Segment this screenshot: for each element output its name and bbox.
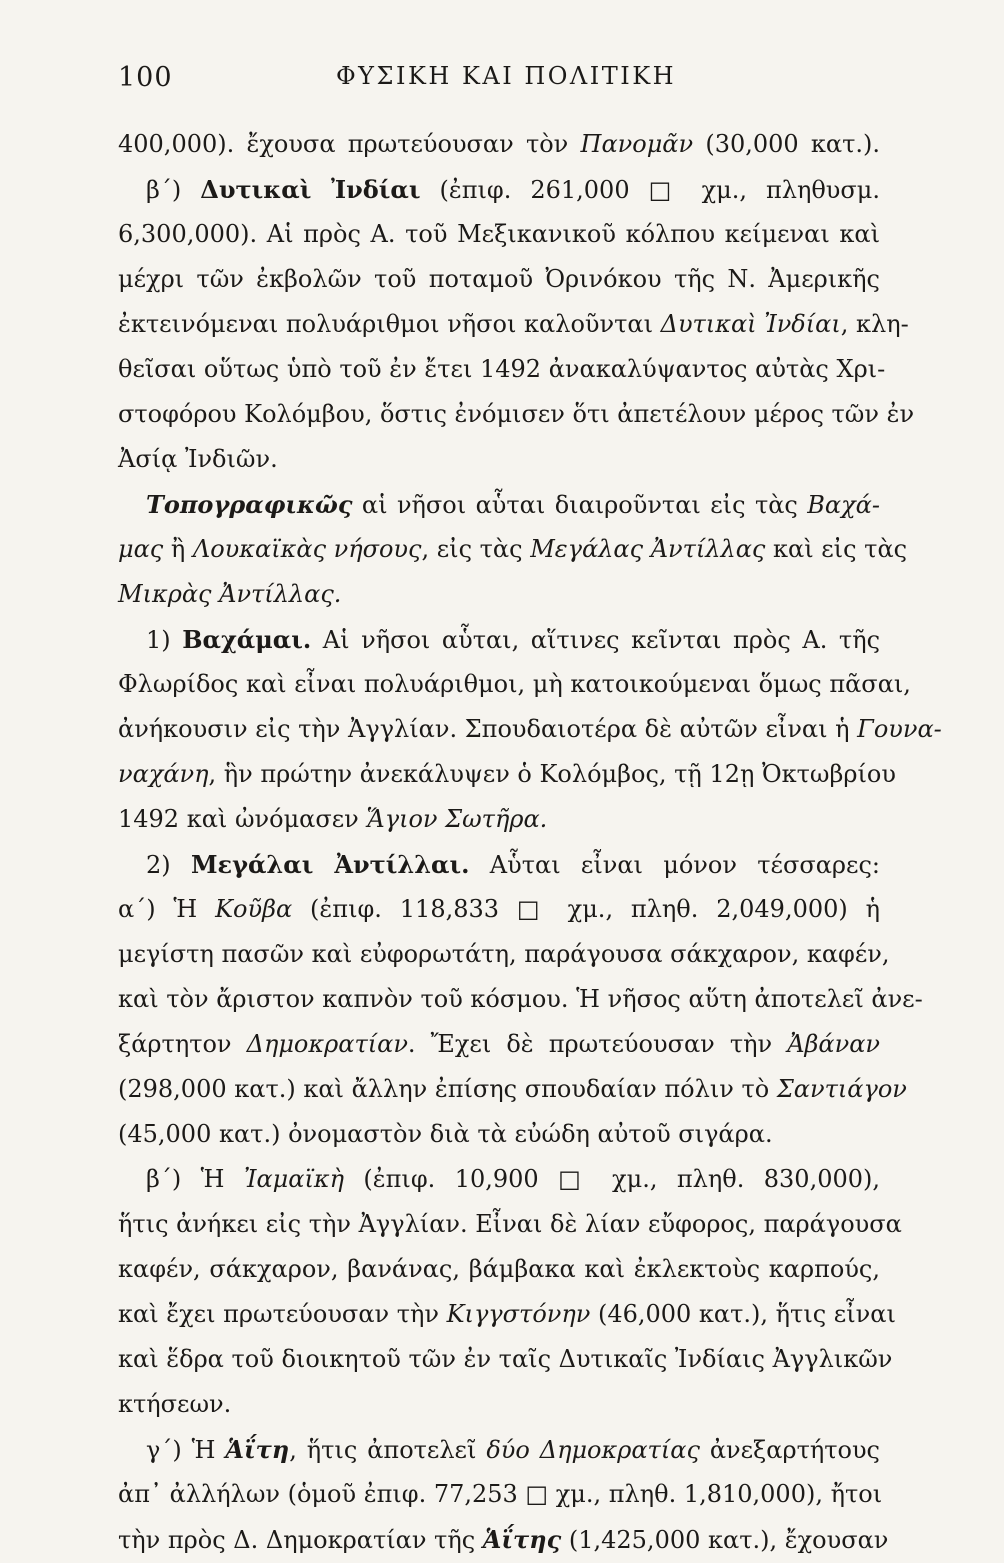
text-span: (298,000 κατ.) καὶ ἄλλην ἐπίσης σπουδαίαν πόλιν τὸ <box>118 1075 777 1103</box>
emphasis-text: Δυτικαὶ Ἰνδίαι <box>660 310 841 338</box>
emphasis-text: Ἁΐτη <box>225 1435 290 1464</box>
text-span: κτήσεων. <box>118 1390 232 1418</box>
text-line <box>118 482 880 527</box>
text-line <box>118 797 880 842</box>
text-span: 400,000). ἔχουσα πρωτεύουσαν τὸν <box>118 130 581 158</box>
text-span: , κλη- <box>840 310 909 338</box>
emphasis-text: Κοῦβα <box>215 895 293 923</box>
text-line <box>118 257 880 302</box>
text-span: θεῖσαι οὕτως ὑπὸ τοῦ ἐν ἔτει 1492 ἀνακαλύψαντος αὐτὰς Χρι- <box>118 355 886 383</box>
text-span: (ἐπιφ. 10,900 □ χμ., πληθ. 830,000), <box>343 1165 880 1193</box>
text-span: (ἐπιφ. 261,000 □ χμ., πληθυσμ. <box>420 176 880 204</box>
page-header <box>118 62 880 102</box>
text-span: Ἀσίᾳ Ἰνδιῶν. <box>118 445 278 473</box>
text-span: Αἱ νῆσοι αὗται, αἵτινες κεῖνται πρὸς Α. τῆς <box>311 626 881 654</box>
text-span: ἥτις ἀνήκει εἰς τὴν Ἀγγλίαν. Εἶναι δὲ λίαν εὔφορος, παράγουσα <box>118 1210 902 1238</box>
text-span: , ἥτις ἀποτελεῖ <box>289 1436 487 1464</box>
text-line <box>118 302 909 347</box>
text-span: (1,425,000 κατ.), ἔχουσαν <box>561 1526 889 1554</box>
text-span: α΄) Ἡ <box>118 895 216 923</box>
text-span: ἀπ᾽ ἀλλήλων (ὁμοῦ ἐπιφ. 77,253 □ χμ., πληθ. 1,810,000), ἤτοι <box>118 1480 883 1508</box>
text-line <box>118 1472 883 1517</box>
text-line <box>118 167 880 212</box>
text-span: καὶ τὸν ἄριστον καπνὸν τοῦ κόσμου. Ἡ νῆσος αὕτη ἀποτελεῖ ἀνε- <box>118 985 923 1013</box>
text-span: στοφόρου Κολόμβου, ὅστις ἐνόμισεν ὅτι ἀπετέλουν μέρος τῶν ἐν <box>118 400 915 428</box>
text-line <box>118 1067 907 1112</box>
emphasis-text: Ἀβάναν <box>787 1030 881 1058</box>
text-span: . Ἔχει δὲ πρωτεύουσαν τὴν <box>407 1030 788 1058</box>
emphasis-text: Πανομᾶν <box>580 130 694 158</box>
text-span: , ἣν πρώτην ἀνεκάλυψεν ὁ Κολόμβος, τῇ 12ῃ Ὀκτωβρίου <box>208 760 896 788</box>
emphasis-text: Βαχάμαι. <box>182 625 312 654</box>
text-span: καφέν, σάκχαρον, βανάνας, βάμβακα καὶ ἐκλεκτοὺς καρπούς, <box>118 1255 880 1283</box>
text-span: μέχρι τῶν ἐκβολῶν τοῦ ποταμοῦ Ὀρινόκου τῆς Ν. Ἀμερικῆς <box>118 265 880 293</box>
emphasis-text: Ἅγιον Σωτῆρα. <box>366 805 548 833</box>
text-line <box>118 977 923 1022</box>
emphasis-text: Δημοκρατίαν <box>246 1030 408 1058</box>
text-span: καὶ ἕδρα τοῦ διοικητοῦ τῶν ἐν ταῖς Δυτικαῖς Ἰνδίαις Ἀγγλικῶν <box>118 1345 893 1373</box>
text-span: (46,000 κατ.), ἥτις εἶναι <box>590 1300 896 1328</box>
text-line <box>118 1202 902 1247</box>
emphasis-text: Μεγάλας Ἀντίλλας <box>530 535 766 563</box>
text-line <box>118 1112 880 1157</box>
body-text <box>118 122 942 1562</box>
emphasis-text: Σαντιάγον <box>776 1075 907 1103</box>
text-line <box>118 1292 896 1337</box>
text-line <box>118 122 880 167</box>
text-line <box>118 1337 893 1382</box>
text-line <box>118 392 915 437</box>
text-span: 6,300,000). Αἱ πρὸς Α. τοῦ Μεξικανικοῦ κόλπου κείμεναι καὶ <box>118 220 880 248</box>
text-span: (30,000 κατ.). <box>693 130 881 158</box>
emphasis-text: Μεγάλαι Ἀντίλλαι. <box>190 850 470 879</box>
text-span: ἀνήκουσιν εἰς τὴν Ἀγγλίαν. Σπουδαιοτέρα δὲ αὐτῶν εἶναι ἡ <box>118 715 858 743</box>
emphasis-text: Ἰαμαϊκὴ <box>243 1165 344 1193</box>
text-span: ἀνεξαρτήτους <box>699 1436 880 1464</box>
text-line <box>118 212 880 257</box>
text-span: (45,000 κατ.) ὀνομαστὸν διὰ τὰ εὐώδη αὐτοῦ σιγάρα. <box>118 1120 773 1148</box>
text-span: β΄) <box>146 176 201 204</box>
text-span: ἐκτεινόμεναι πολυάριθμοι νῆσοι καλοῦνται <box>118 310 661 338</box>
text-span: γ΄) Ἡ <box>146 1436 226 1464</box>
emphasis-text: Κιγγστόνην <box>446 1300 591 1328</box>
emphasis-text: Τοπογραφικῶς <box>146 490 353 519</box>
text-line <box>118 1247 880 1292</box>
running-title: ΦΥΣΙΚΗ ΚΑΙ ΠΟΛΙΤΙΚΗ <box>336 62 677 90</box>
text-span: 2) <box>146 851 191 879</box>
text-line <box>118 707 942 752</box>
text-span: , εἰς τὰς <box>421 535 531 563</box>
text-line <box>118 437 880 482</box>
text-line <box>118 662 911 707</box>
text-span: μεγίστη πασῶν καὶ εὐφορωτάτη, παράγουσα σάκχαρον, καφέν, <box>118 940 890 968</box>
text-span: Φλωρίδος καὶ εἶναι πολυάριθμοι, μὴ κατοικούμεναι ὅμως πᾶσαι, <box>118 670 911 698</box>
text-line <box>118 752 896 797</box>
text-line <box>118 842 880 887</box>
text-span: ξάρτητον <box>118 1030 247 1058</box>
text-line <box>118 1022 880 1067</box>
text-line <box>118 347 886 392</box>
text-span: καὶ εἰς τὰς <box>765 535 908 563</box>
text-line <box>118 887 880 932</box>
page-number: 100 <box>118 62 173 93</box>
text-span: (ἐπιφ. 118,833 □ χμ., πληθ. 2,049,000) ἡ <box>292 895 880 923</box>
emphasis-text: ναχάνη <box>118 760 209 788</box>
text-span: Αὗται εἶναι μόνον τέσσαρες: <box>469 851 880 879</box>
emphasis-text: μας <box>118 535 164 563</box>
emphasis-text: Λουκαϊκὰς νήσους <box>192 535 422 563</box>
emphasis-text: Γουνα- <box>857 715 942 743</box>
emphasis-text: Ἁΐτης <box>482 1525 562 1554</box>
text-span: 1) <box>146 626 183 654</box>
text-line <box>118 527 908 572</box>
text-span: 1492 καὶ ὠνόμασεν <box>118 805 367 833</box>
text-span: καὶ ἔχει πρωτεύουσαν τὴν <box>118 1300 447 1328</box>
text-line <box>118 617 880 662</box>
text-span: ἢ <box>163 535 193 563</box>
text-line <box>118 572 880 617</box>
emphasis-text: Δυτικαὶ Ἰνδίαι <box>200 175 421 204</box>
emphasis-text: δύο Δημοκρατίας <box>486 1436 700 1464</box>
text-line <box>118 1427 880 1472</box>
emphasis-text: Μικρὰς Ἀντίλλας. <box>118 580 342 608</box>
text-span: β΄) Ἡ <box>146 1165 244 1193</box>
text-line <box>118 1517 889 1562</box>
text-line <box>118 932 890 977</box>
text-span: αἱ νῆσοι αὗται διαιροῦνται εἰς τὰς <box>352 491 808 519</box>
text-line <box>118 1382 880 1427</box>
emphasis-text: Βαχά- <box>807 491 880 519</box>
text-span: τὴν πρὸς Δ. Δημοκρατίαν τῆς <box>118 1526 483 1554</box>
text-line <box>118 1157 880 1202</box>
